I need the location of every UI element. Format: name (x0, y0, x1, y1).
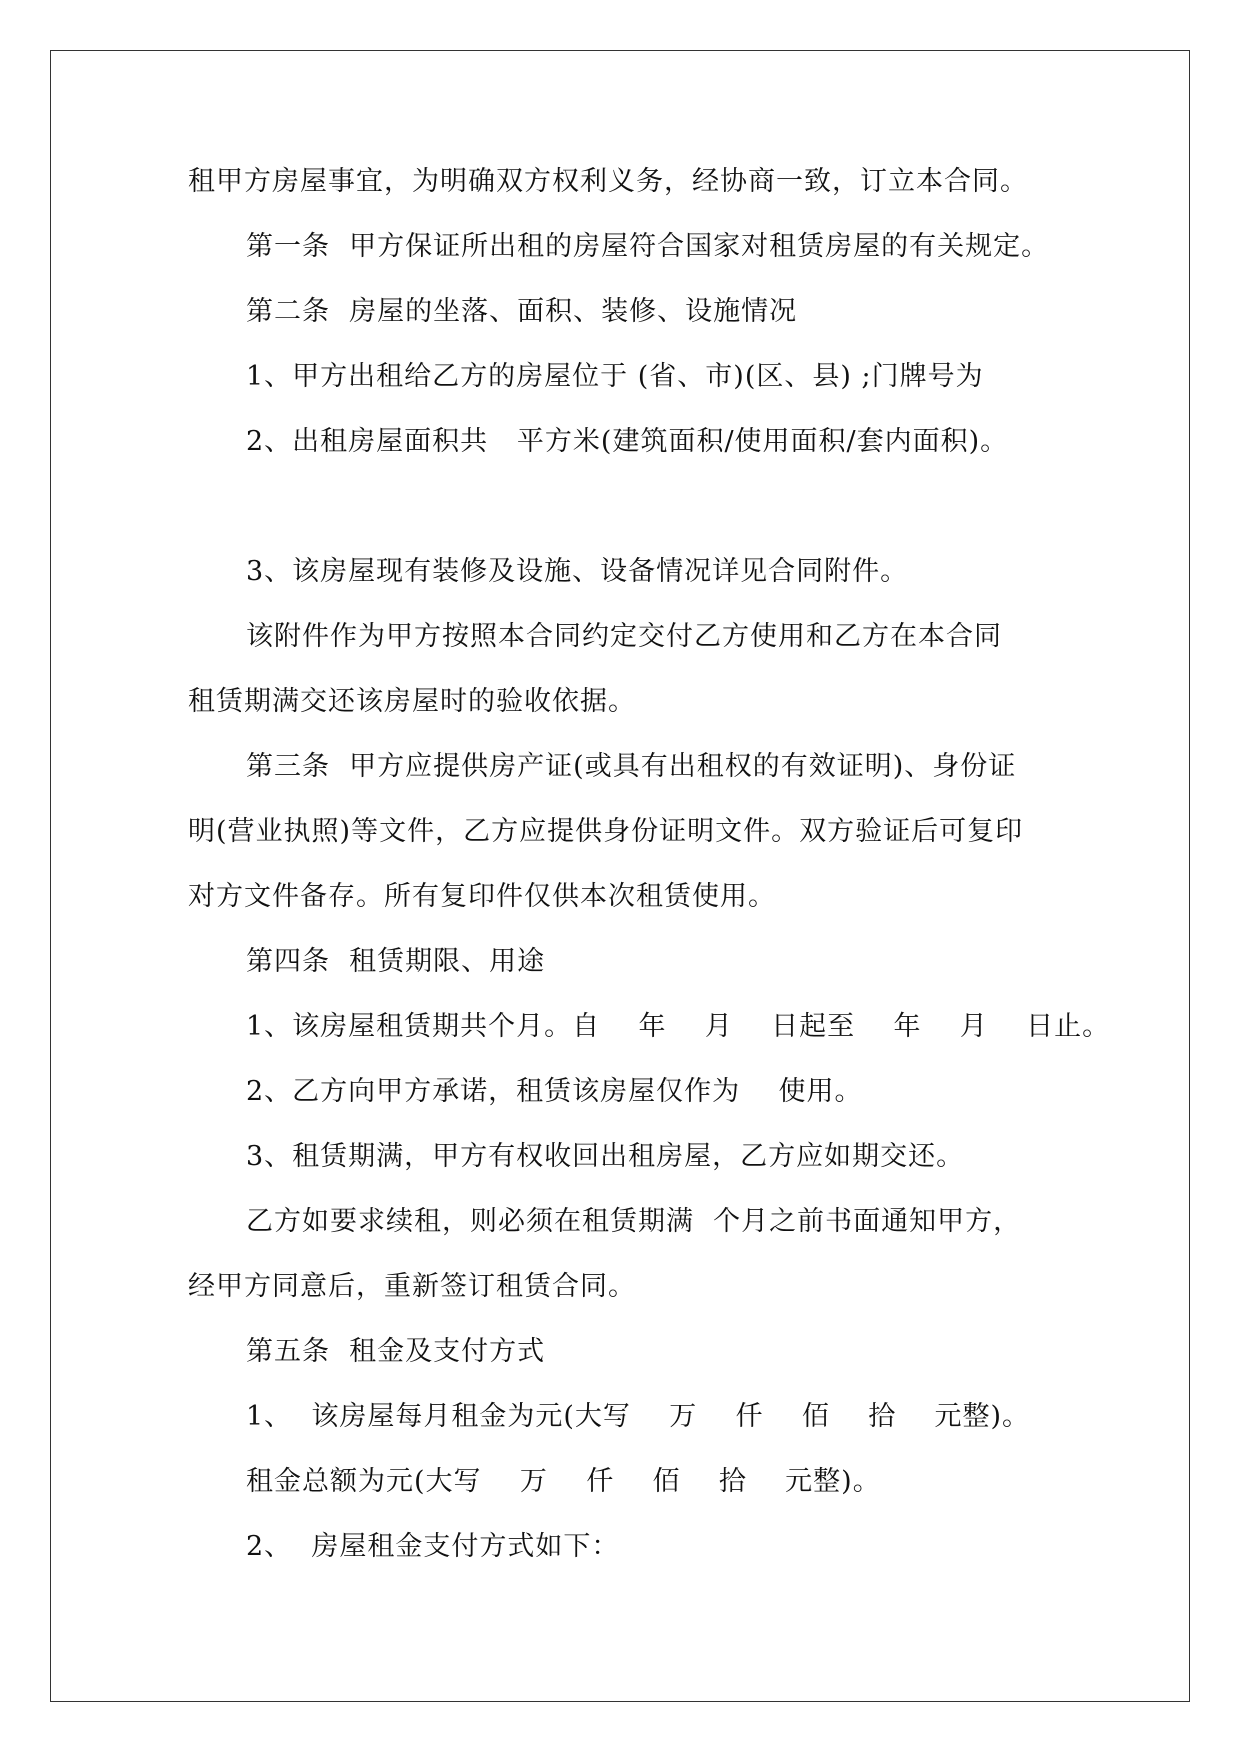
article-2-item-2: 2、出租房屋面积共 平方米(建筑面积/使用面积/套内面积)。 (246, 426, 1009, 457)
article-5-total: 租金总额为元(大写 万 仟 佰 拾 元整)。 (246, 1466, 881, 1497)
article-3: 第三条 甲方应提供房产证(或具有出租权的有效证明)、身份证 (246, 751, 1017, 782)
article-2-item-1: 1、甲方出租给乙方的房屋位于 (省、市)(区、县) ;门牌号为 (246, 361, 984, 392)
article-4-item-2: 2、乙方向甲方承诺，租赁该房屋仅作为 使用。 (246, 1076, 863, 1107)
text-line-continuation: 租甲方房屋事宜，为明确双方权利义务，经协商一致，订立本合同。 (188, 166, 1028, 197)
article-4-item-3-note: 乙方如要求续租，则必须在租赁期满 个月之前书面通知甲方， (246, 1206, 1022, 1237)
article-5-item-2: 2、 房屋租金支付方式如下： (246, 1531, 620, 1562)
article-2-item-3-note-cont: 租赁期满交还该房屋时的验收依据。 (188, 686, 636, 717)
article-5-item-1: 1、 该房屋每月租金为元(大写 万 仟 佰 拾 元整)。 (246, 1401, 1031, 1432)
article-4-item-3-note-cont: 经甲方同意后，重新签订租赁合同。 (188, 1271, 636, 1302)
article-2-heading: 第二条 房屋的坐落、面积、装修、设施情况 (246, 296, 798, 327)
article-3-cont-2: 对方文件备存。所有复印件仅供本次租赁使用。 (188, 881, 776, 912)
article-3-cont-1: 明(营业执照)等文件，乙方应提供身份证明文件。双方验证后可复印 (188, 816, 1024, 847)
article-2-item-3: 3、该房屋现有装修及设施、设备情况详见合同附件。 (246, 556, 909, 587)
article-4-item-1: 1、该房屋租赁期共个月。自 年 月 日起至 年 月 日止。 (246, 1011, 1111, 1042)
article-1: 第一条 甲方保证所出租的房屋符合国家对租赁房屋的有关规定。 (246, 231, 1050, 262)
article-2-item-3-note: 该附件作为甲方按照本合同约定交付乙方使用和乙方在本合同 (246, 621, 1002, 652)
article-4-heading: 第四条 租赁期限、用途 (246, 946, 546, 977)
article-4-item-3: 3、租赁期满，甲方有权收回出租房屋，乙方应如期交还。 (246, 1141, 965, 1172)
article-5-heading: 第五条 租金及支付方式 (246, 1336, 546, 1367)
